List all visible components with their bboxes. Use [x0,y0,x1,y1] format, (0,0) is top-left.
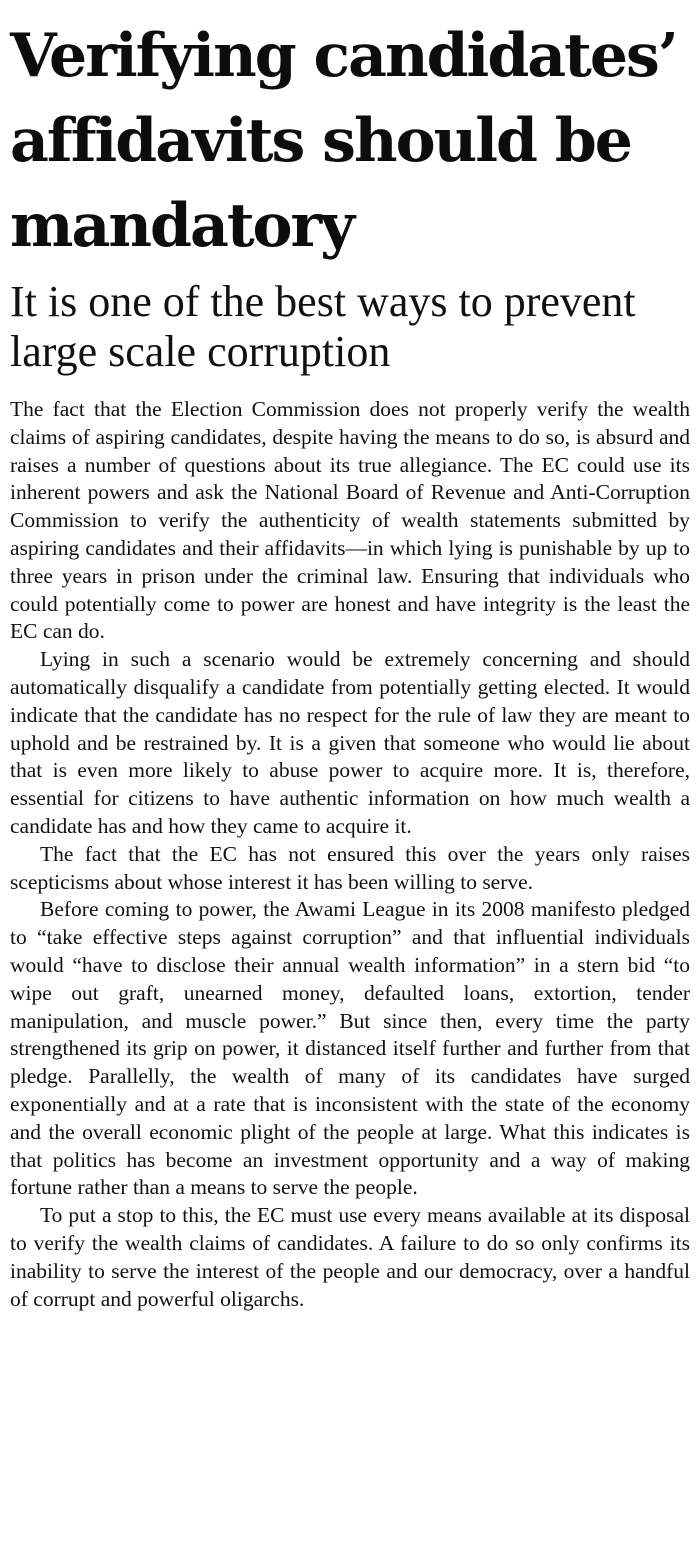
paragraph: Before coming to power, the Awami League in its 2008 manifesto pledged to “take effective steps against corruption” and that influential individuals would “have to disclose their annual wealth information” in a stern bid “to wipe out graft, unearned money, defaulted loans, extortion, tender manipulation, and muscle power.” But since then, every time the party strengthened its grip on power, it distanced itself further and further from that pledge. Parallelly, the wealth of many of its candidates have surged exponentially and at a rate that is inconsistent with the state of the economy and the overall economic plight of the people at large. What this indicates is that politics has become an investment opportunity and a way of making fortune rather than a means to serve the people. [10,897,690,1200]
paragraph: To put a stop to this, the EC must use every means available at its disposal to verify the wealth claims of candidates. A failure to do so only confirms its inability to serve the interest of the people and our democracy, over a handful of corrupt and powerful oligarchs. [10,1203,690,1311]
paragraph: The fact that the EC has not ensured this over the years only raises scepticisms about whose interest it has been willing to serve. [10,841,690,894]
subheadline: It is one of the best ways to prevent large scale corruption [10,277,636,376]
editorial-article [10,14,690,1313]
article-body [10,396,690,1313]
headline: Verifying candidates’ affidavits should be mandatory [10,21,677,261]
paragraph: The fact that the Election Commission does not properly verify the wealth claims of aspiring candidates, despite having the means to do so, is absurd and raises a number of questions about its true allegiance. The EC could use its inherent powers and ask the National Board of Revenue and Anti-Corruption Commission to verify the authenticity of wealth statements submitted by aspiring candidates and their affidavits—in which lying is punishable by up to three years in prison under the criminal law. Ensuring that individuals who could potentially come to power are honest and have integrity is the least the EC can do. [10,397,690,644]
paragraph: Lying in such a scenario would be extremely concerning and should automatically disqualify a candidate from potentially getting elected. It would indicate that the candidate has no respect for the rule of law they are meant to uphold and be restrained by. It is a given that someone who would lie about that is even more likely to abuse power to acquire more. It is, therefore, essential for citizens to have authentic information on how much wealth a candidate has and how they came to acquire it. [10,647,690,838]
